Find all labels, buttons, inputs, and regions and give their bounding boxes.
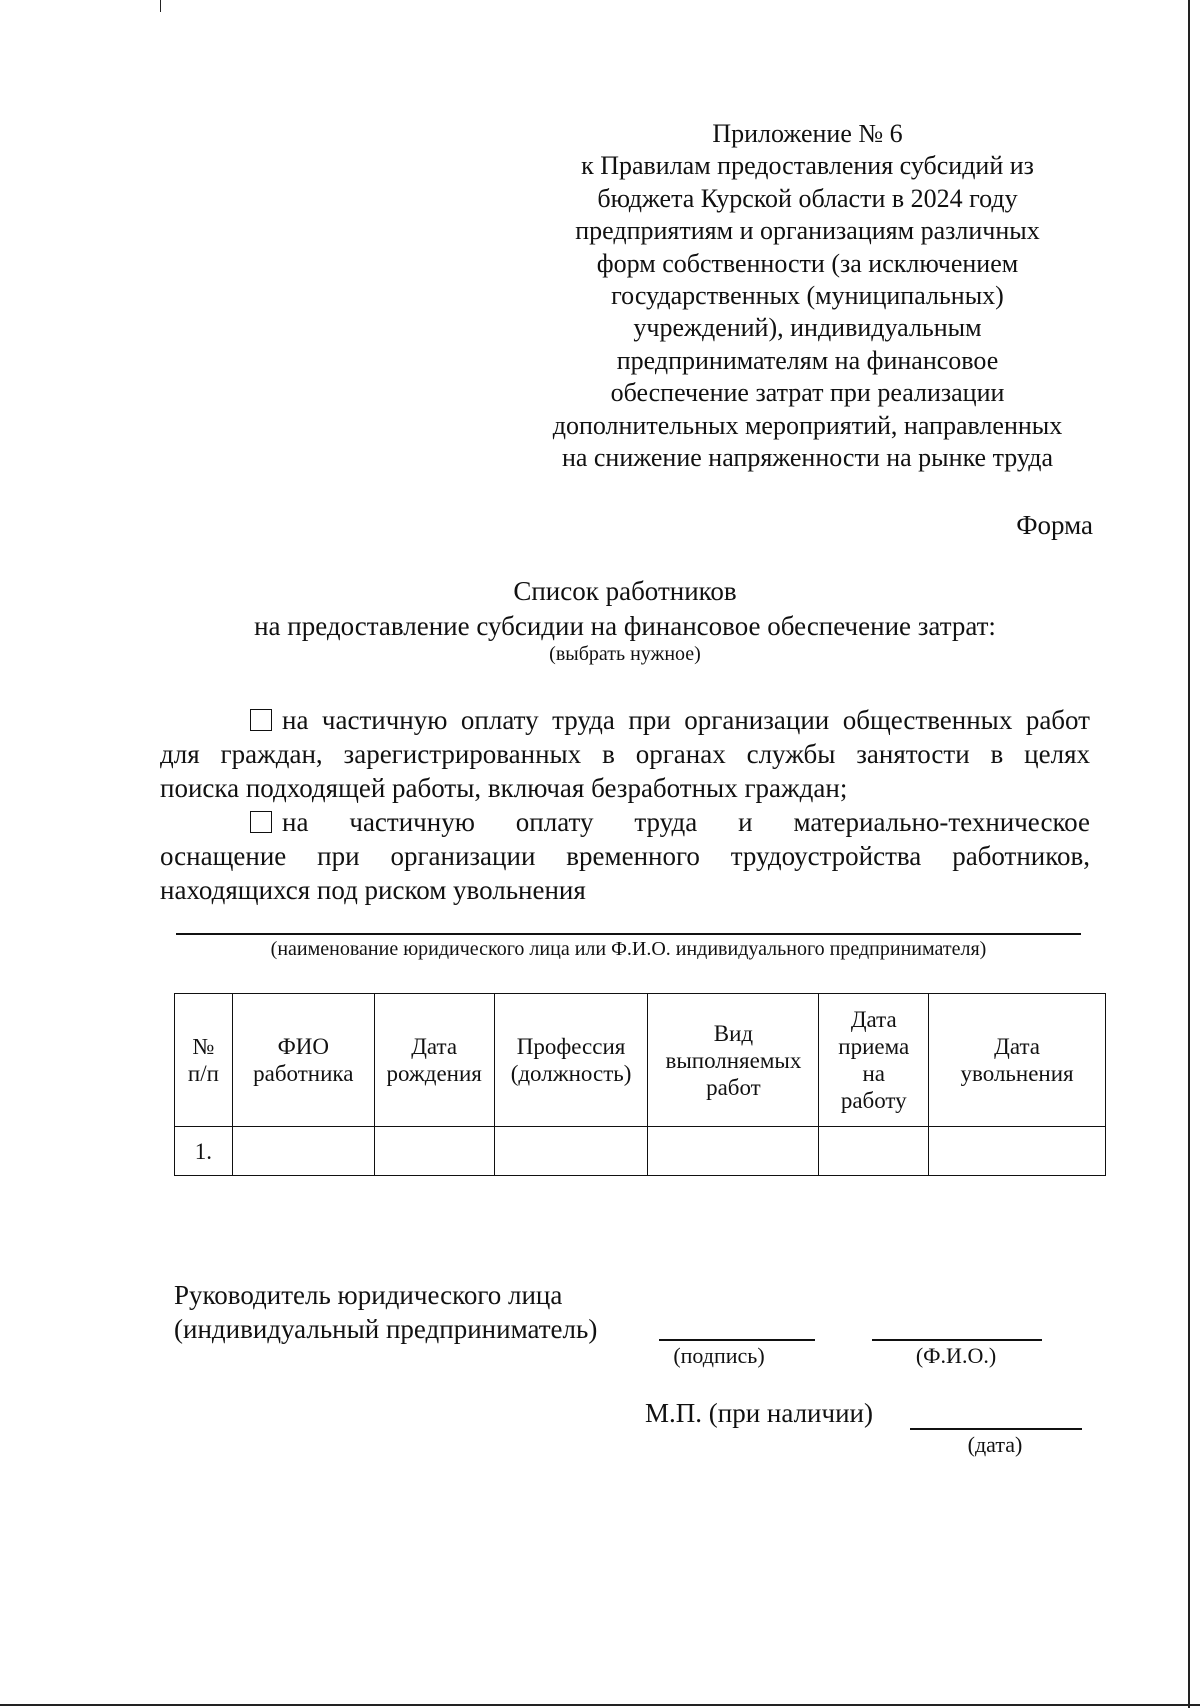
head-label	[174, 1278, 597, 1346]
appendix-line: на снижение напряженности на рынке труда	[561, 443, 1054, 473]
appendix-line: форм собственности (за исключением	[596, 248, 1019, 278]
date-field[interactable]	[910, 1428, 1082, 1430]
checkbox-temporary-employment[interactable]	[250, 811, 272, 833]
appendix-line: обеспечение затрат при реализации	[610, 378, 1005, 408]
entity-name-field[interactable]	[176, 933, 1081, 935]
table-cell[interactable]	[374, 1127, 494, 1176]
table-cell[interactable]	[232, 1127, 374, 1176]
option-public-works	[160, 703, 1090, 805]
header-work-type: Вид выполняемых работ	[648, 994, 819, 1127]
signature-field[interactable]	[659, 1339, 815, 1341]
appendix-line: предпринимателям на финансовое	[616, 345, 999, 375]
table-cell[interactable]	[929, 1127, 1106, 1176]
appendix-line: к Правилам предоставления субсидий из	[581, 151, 1034, 181]
table-header-row	[175, 994, 1106, 1127]
header-birth-date: Дата рождения	[374, 994, 494, 1127]
appendix-line: Приложение № 6	[712, 119, 903, 148]
header-hire-date: Дата приема на работу	[819, 994, 929, 1127]
option-line: находящихся под риском увольнения	[160, 875, 586, 905]
head-label-line1: Руководитель юридического лица	[174, 1280, 563, 1310]
header-profession: Профессия (должность)	[494, 994, 648, 1127]
appendix-line: дополнительных мероприятий, направленных	[552, 410, 1063, 440]
option-line: оснащение при организации временного трудоустройства работников,	[160, 841, 1090, 871]
appendix-header	[520, 118, 1095, 474]
select-note: (выбрать нужное)	[549, 643, 701, 665]
header-fio: ФИО работника	[232, 994, 374, 1127]
head-label-line2: (индивидуальный предприниматель)	[174, 1314, 598, 1344]
fio-caption: (Ф.И.О.)	[915, 1343, 997, 1368]
table-row	[175, 1127, 1106, 1176]
stamp-label: М.П. (при наличии)	[645, 1398, 873, 1428]
table-cell[interactable]	[819, 1127, 929, 1176]
table-cell: 1.	[175, 1127, 233, 1176]
table-cell[interactable]	[648, 1127, 819, 1176]
option-temporary-employment	[160, 805, 1090, 907]
employee-table	[174, 993, 1106, 1176]
option-line: на частичную оплату труда и материально-техническое	[282, 807, 1090, 837]
form-label: Форма	[1016, 510, 1093, 540]
header-dismissal-date: Дата увольнения	[929, 994, 1106, 1127]
appendix-line: бюджета Курской области в 2024 году	[597, 183, 1018, 213]
option-line: для граждан, зарегистрированных в органах службы занятости в целях	[160, 739, 1090, 769]
date-caption: (дата)	[967, 1432, 1023, 1457]
scan-edge-mark-top	[160, 0, 161, 12]
table-cell[interactable]	[494, 1127, 648, 1176]
appendix-line: государственных (муниципальных)	[611, 281, 1004, 311]
scan-edge-mark-bottom	[0, 1704, 1200, 1706]
fio-field[interactable]	[872, 1339, 1042, 1341]
signature-caption: (подпись)	[673, 1343, 765, 1368]
checkbox-public-works[interactable]	[250, 709, 272, 731]
appendix-line: предприятиям и организациям различных	[575, 216, 1040, 246]
document-subtitle: на предоставление субсидии на финансовое обеспечение затрат:	[254, 611, 996, 641]
header-number: № п/п	[175, 994, 233, 1127]
option-line: поиска подходящей работы, включая безработных граждан;	[160, 773, 848, 803]
entity-name-caption: (наименование юридического лица или Ф.И.О. индивидуального предпринимателя)	[270, 938, 987, 960]
scan-edge-mark-right	[1188, 0, 1190, 1708]
appendix-line: учреждений), индивидуальным	[633, 313, 982, 343]
option-line: на частичную оплату труда при организации общественных работ	[282, 705, 1090, 735]
document-title: Список работников	[513, 576, 737, 606]
